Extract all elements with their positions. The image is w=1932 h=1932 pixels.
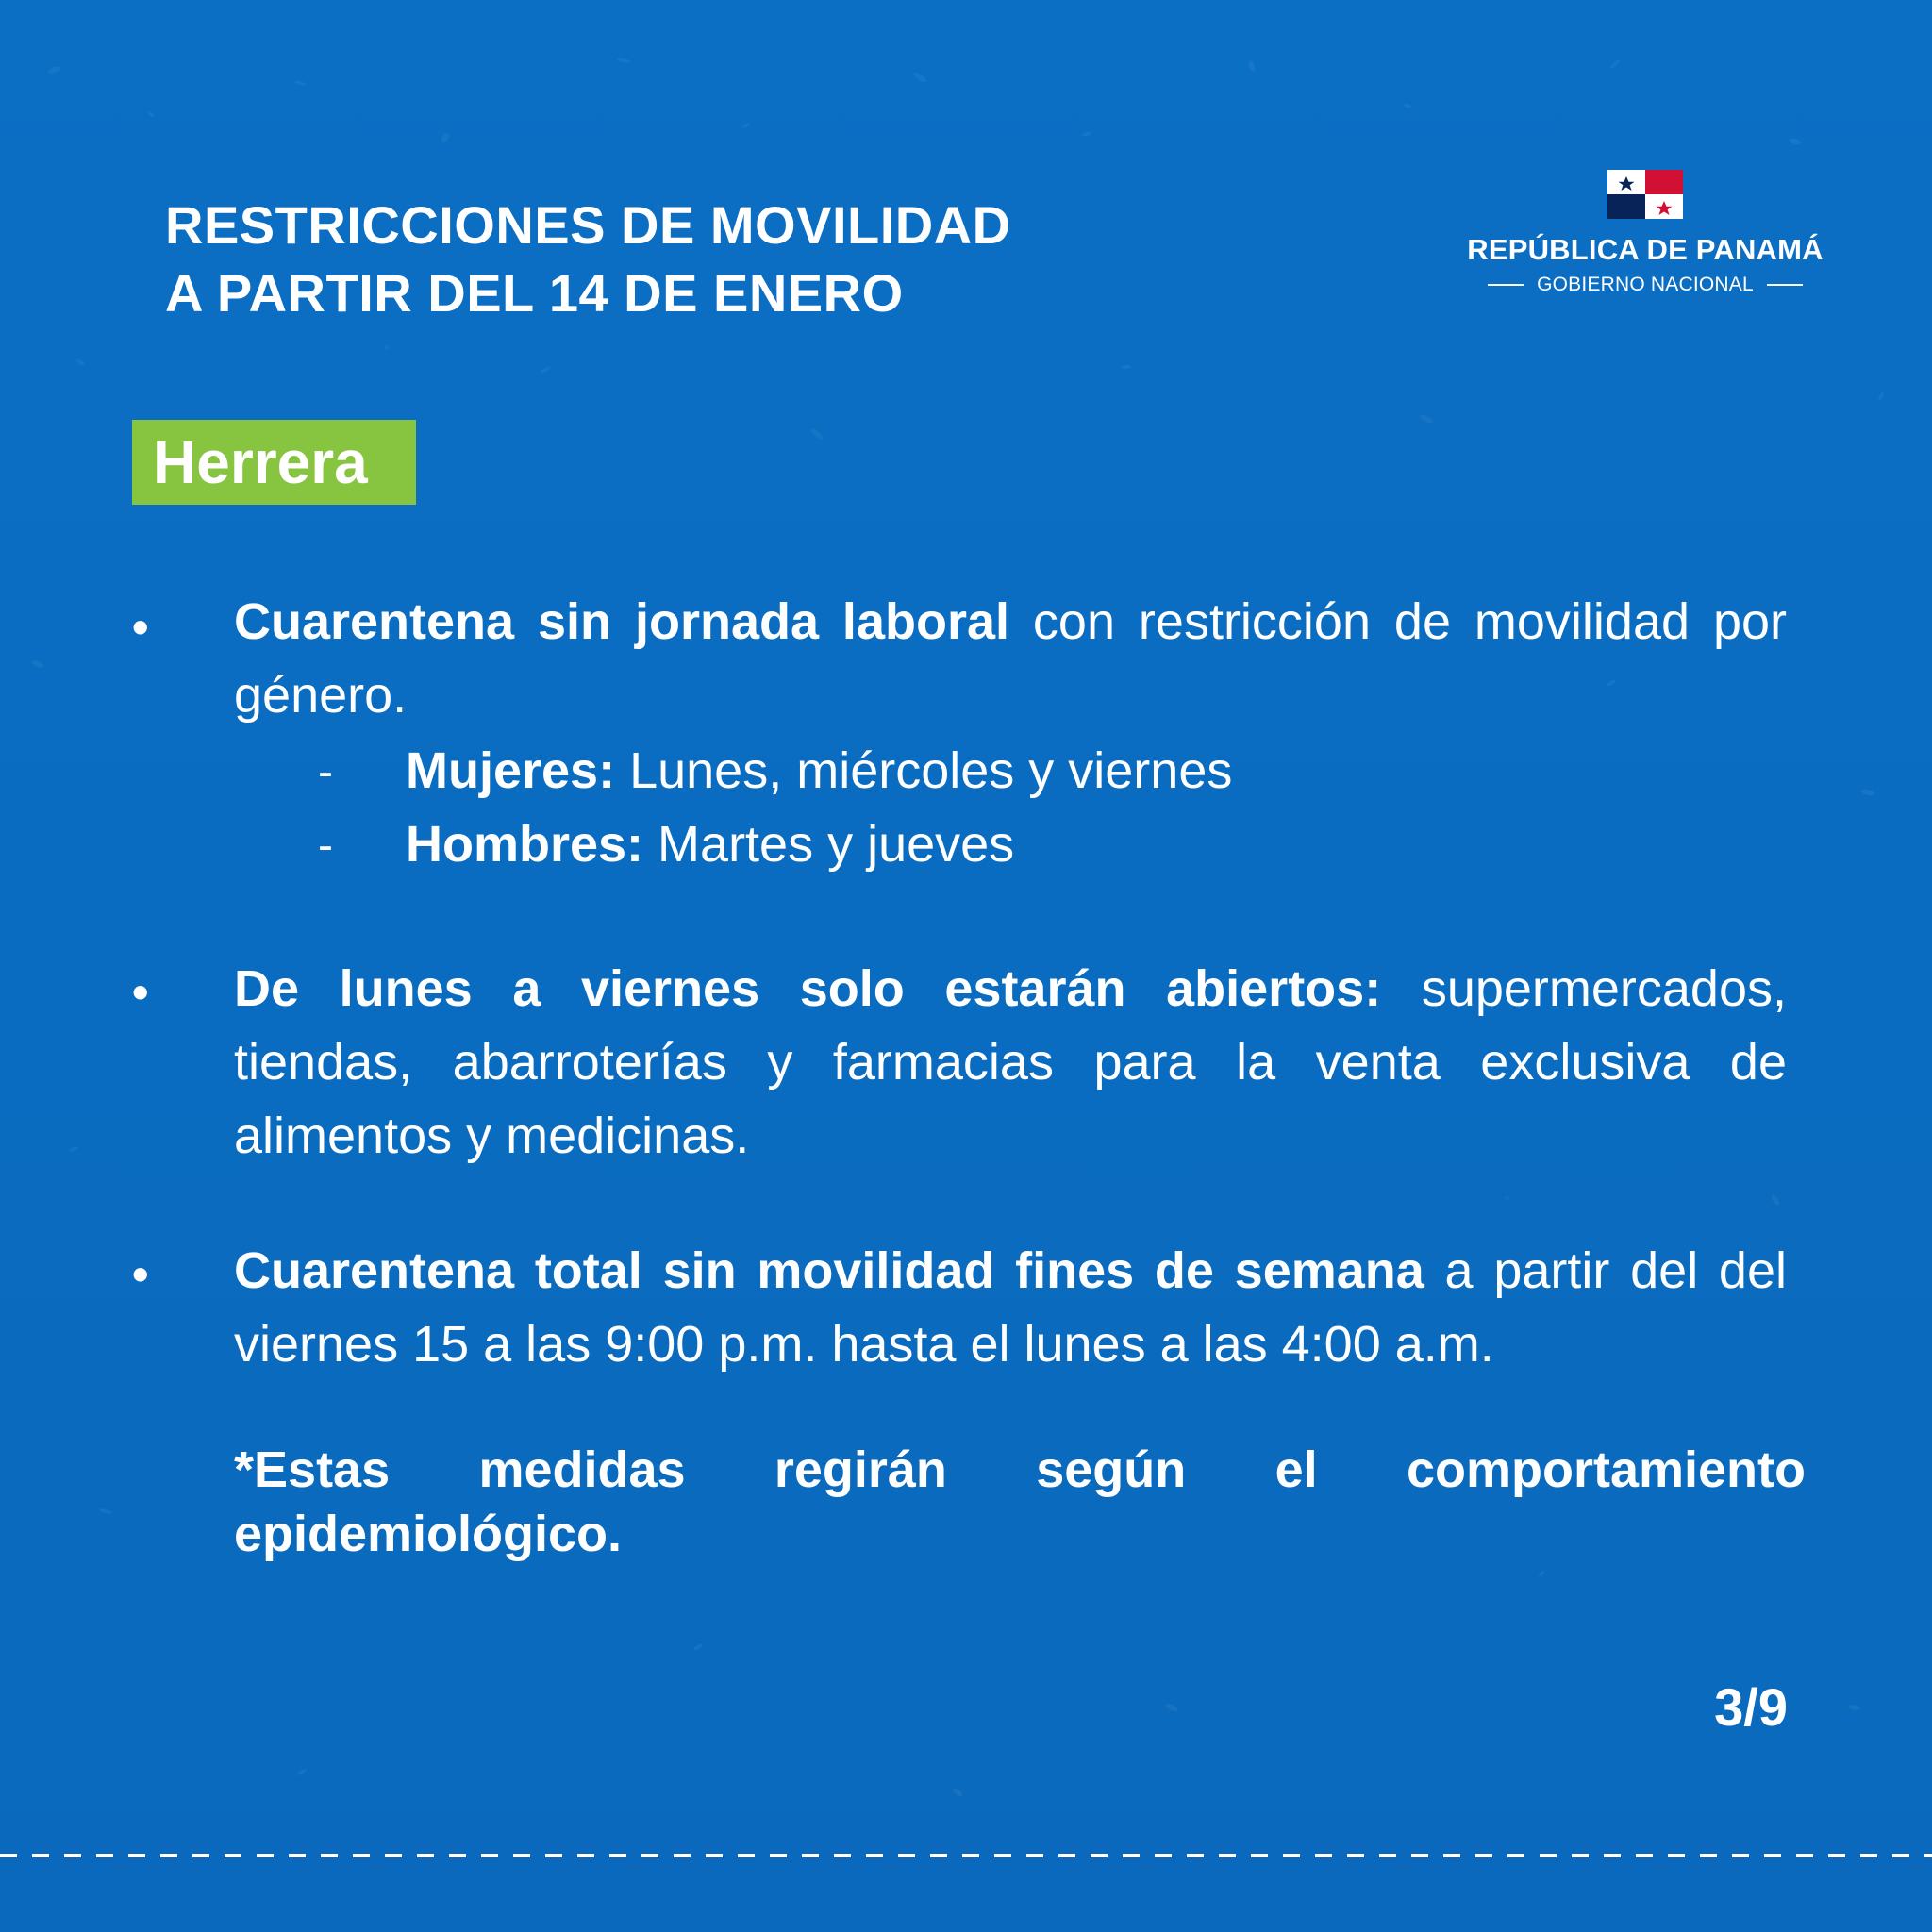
government-subtitle: GOBIERNO NACIONAL [1537,274,1754,295]
men-label: Hombres: [406,816,644,873]
restriction-item-2-text: supermercados, tiendas, abarroterías y farmacias para la venta exclusiva de alimentos y medicinas. [234,960,1787,1164]
restriction-item-3-text: a partir del del viernes 15 a las 9:00 p.m. hasta el lunes a las 4:00 a.m. [234,1242,1787,1373]
bullet-icon: • [132,966,149,1019]
page-number: 3/9 [1714,1677,1788,1737]
men-schedule [406,808,1014,881]
region-badge: Herrera [132,420,416,505]
restriction-item-3-heading: Cuarentena total sin movilidad fines de semana [234,1242,1424,1299]
restriction-item-1-heading: Cuarentena sin jornada laboral [234,593,1009,650]
panama-flag-icon [1607,170,1683,219]
title-line-1: RESTRICCIONES DE MOVILIDAD [165,195,1011,255]
women-label: Mujeres: [406,742,616,799]
bullet-icon: • [132,601,149,654]
government-title: REPÚBLICA DE PANAMÁ [1467,233,1824,266]
restriction-item-1 [234,585,1787,732]
restriction-item-3 [234,1234,1787,1381]
bullet-icon: • [132,1248,149,1301]
title-line-2: A PARTIR DEL 14 DE ENERO [165,263,904,323]
left-divider-line [1488,284,1524,286]
women-schedule [406,734,1232,808]
epidemiological-note: *Estas medidas regirán según el comportamiento epidemiológico. [234,1441,1806,1562]
restriction-item-1-text: con restricción de movilidad por género. [234,593,1787,724]
men-days: Martes y jueves [643,816,1015,873]
dash-icon: - [318,747,333,797]
government-logo-block [1460,170,1830,296]
government-subtitle-row [1460,274,1830,296]
dashed-divider [0,1854,1932,1857]
restriction-item-2 [234,952,1787,1173]
women-days: Lunes, miércoles y viernes [615,742,1233,799]
restriction-item-2-heading: De lunes a viernes solo estarán abiertos: [234,960,1382,1017]
right-divider-line [1767,284,1803,286]
dash-icon: - [318,821,333,871]
page-title [165,192,1011,327]
